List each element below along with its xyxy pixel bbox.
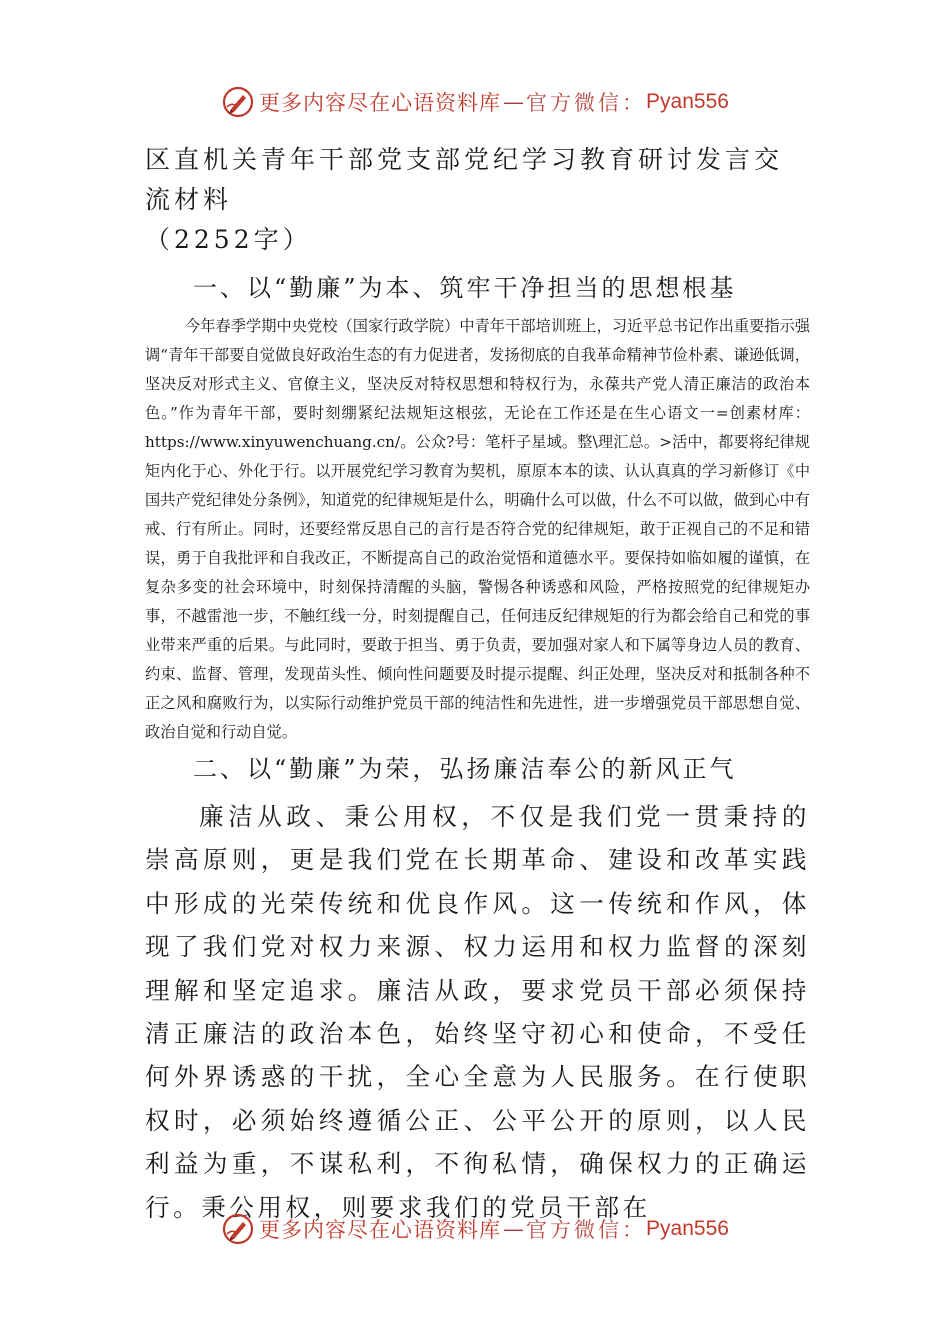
pen-logo-icon: [221, 1212, 255, 1246]
pen-logo-icon: [221, 85, 255, 119]
document-body: [145, 140, 810, 1229]
section2-paragraph: 廉洁从政、秉公用权，不仅是我们党一贯秉持的崇高原则，更是我们党在长期革命、建设和改革实践中形成的光荣传统和优良作风。这一传统和作风，体现了我们党对权力来源、权力运用和权力监督的深刻理解和坚定追求。廉洁从政，要求党员干部必须保持清正廉洁的政治本色，始终坚守初心和使命，不受任何外界诱惑的干扰，全心全意为人民服务。在行使职权时，必须始终遵循公正、公平公开的原则，以人民利益为重，不谋私利，不徇私情，确保权力的正确运行。秉公用权，则要求我们的党员干部在: [145, 802, 810, 1222]
banner-text: 更多内容尽在心语资料库: [259, 1218, 502, 1242]
banner-official-label: 官方微信：: [526, 91, 647, 115]
banner-wechat-id: Pyan556: [646, 1217, 729, 1240]
word-count: （2252字）: [145, 225, 312, 254]
banner-text: 更多内容尽在心语资料库: [259, 91, 502, 115]
header-banner: [0, 82, 950, 122]
banner-official-label: 官方微信：: [526, 1218, 647, 1242]
section1-paragraph: 今年春季学期中央党校（国家行政学院）中青年干部培训班上，习近平总书记作出重要指示强调“青年干部要自觉做良好政治生态的有力促进者，发扬彻底的自我革命精神节俭朴素、谦逊低调，坚决反对形式主义、官僚主义，坚决反对特权思想和特权行为，永葆共产党人清正廉洁的政治本色。”作为青年干部，要时刻绷紧纪法规矩这根弦，无论在工作还是在生心语文一=创素材库：https://www.xinyuwenchuang.cn/。公众?号：笔杆子星域。整\理汇总。>活中，都要将纪律规矩内化于心、外化于行。以开展党纪学习教育为契机，原原本本的读、认认真真的学习新修订《中国共产党纪律处分条例》，知道党的纪律规矩是什么，明确什么可以做，什么不可以做，做到心中有戒、行有所止。同时，还要经常反思自己的言行是否符合党的纪律规矩，敢于正视自己的不足和错误，勇于自我批评和自我改正，不断提高自己的政治觉悟和道德水平。要保持如临如履的谨慎，在复杂多变的社会环境中，时刻保持清醒的头脑，警惕各种诱惑和风险，严格按照党的纪律规矩办事，不越雷池一步，不触红线一分，时刻提醒自己，任何违反纪律规矩的行为都会给自己和党的事业带来严重的后果。与此同时，要敢于担当、勇于负责，要加强对家人和下属等身边人员的教育、约束、监督、管理，发现苗头性、倾向性问题要及时提示提醒、纠正处理，坚决反对和抵制各种不正之风和腐败行为，以实际行动维护党员干部的纯洁性和先进性，进一步增强党员干部思想自觉、政治自觉和行动自觉。: [145, 317, 810, 741]
document-title: [145, 140, 810, 260]
section2-heading: 二、以“勤廉”为荣，弘扬廉洁奉公的新风正气: [193, 755, 737, 783]
banner-wechat-id: Pyan556: [646, 90, 729, 113]
document-title-text: 区直机关青年干部党支部党纪学习教育研讨发言交流材料: [145, 145, 784, 214]
section1-heading: 一、以“勤廉”为本、筑牢干净担当的思想根基: [193, 274, 737, 302]
banner-separator: —: [503, 90, 525, 114]
footer-banner: [0, 1209, 950, 1249]
banner-separator: —: [503, 1217, 525, 1241]
